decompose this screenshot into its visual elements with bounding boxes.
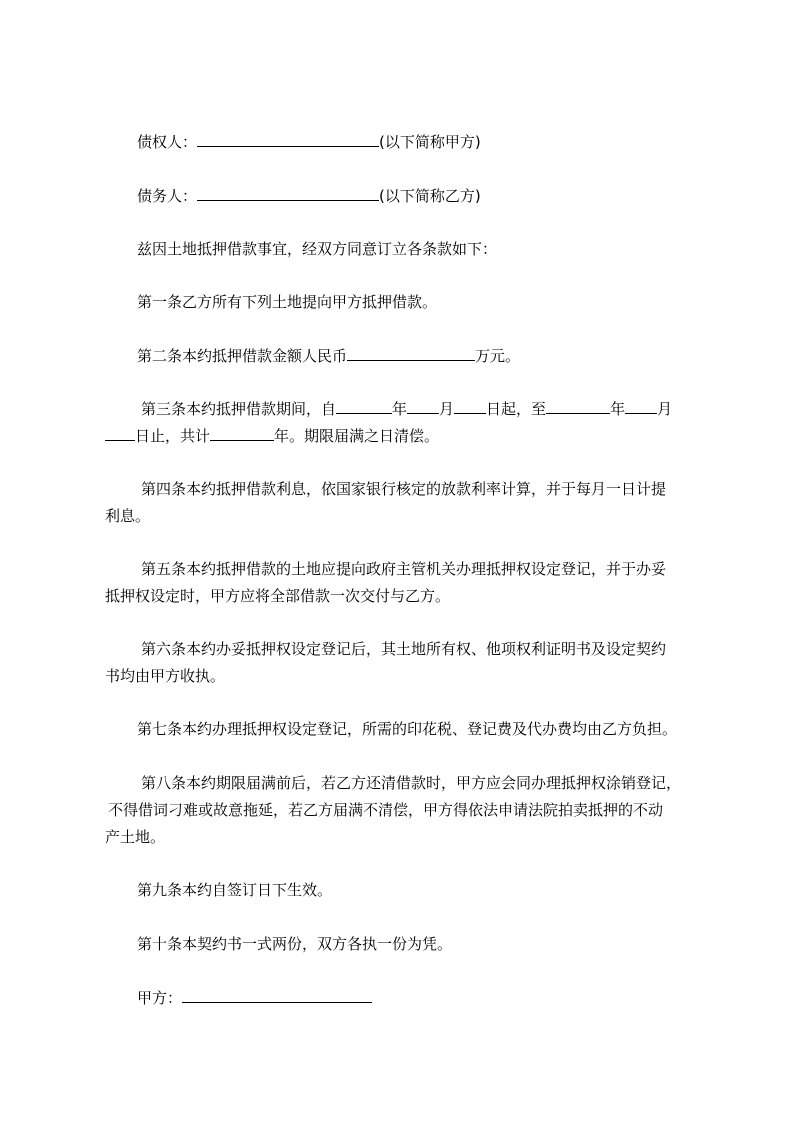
- end-day-blank: [105, 425, 135, 441]
- debtor-label: 债务人：: [137, 187, 198, 205]
- party-a-line: [137, 987, 372, 1008]
- start-year-unit: 年: [392, 400, 408, 418]
- article-3-text-a: 第三条本约抵押借款期间，自: [141, 400, 337, 418]
- article-2: [137, 345, 520, 366]
- article-7: 第七条本约办理抵押权设定登记，所需的印花税、登记费及代办费均由乙方负担。: [137, 720, 678, 738]
- party-a-signature-blank: [182, 987, 372, 1003]
- start-month-unit: 月: [439, 400, 455, 418]
- article-3-line-2: [105, 425, 439, 446]
- end-month-unit: 月: [657, 400, 673, 418]
- creditor-note: (以下简称甲方): [379, 133, 481, 151]
- article-10: 第十条本契约书一式两份，双方各执一份为凭。: [137, 935, 453, 953]
- article-6-line-2: 书均由甲方收执。: [105, 667, 226, 685]
- article-4-line-1: 第四条本约抵押借款利息，依国家银行核定的放款利率计算，并于每月一日计提: [141, 480, 667, 498]
- end-year-unit: 年: [610, 400, 626, 418]
- start-day-blank: [454, 398, 486, 414]
- creditor-label: 债权人：: [137, 133, 198, 151]
- amount-blank: [347, 345, 475, 361]
- debtor-line: [137, 185, 481, 206]
- article-2-suffix: 万元。: [475, 347, 521, 365]
- article-5-line-2: 抵押权设定时，甲方应将全部借款一次交付与乙方。: [105, 587, 451, 605]
- article-8-line-3: 产土地。: [105, 828, 166, 846]
- article-3-line-1: [141, 398, 672, 419]
- article-6-line-1: 第六条本约办妥抵押权设定登记后，其土地所有权、他项权利证明书及设定契约: [141, 640, 667, 658]
- total-years-blank: [210, 425, 274, 441]
- article-1: 第一条乙方所有下列土地提向甲方抵押借款。: [137, 293, 438, 311]
- start-year-blank: [336, 398, 392, 414]
- debtor-note: (以下简称乙方): [379, 187, 481, 205]
- article-8-line-1: 第八条本约期限届满前后，若乙方还清借款时，甲方应会同办理抵押权涂销登记，: [141, 774, 682, 792]
- article-2-prefix: 第二条本约抵押借款金额人民币: [137, 347, 348, 365]
- intro-paragraph: 兹因土地抵押借款事宜，经双方同意订立各条款如下：: [137, 240, 498, 258]
- debtor-blank: [197, 185, 379, 201]
- article-3-start: 日起，至: [486, 400, 547, 418]
- creditor-line: [137, 131, 481, 152]
- article-3-end-day: 日止，共计: [135, 427, 211, 445]
- end-month-blank: [625, 398, 657, 414]
- article-3-tail: 年。期限届满之日清偿。: [274, 427, 440, 445]
- article-8-line-2: 不得借词刁难或故意拖延，若乙方届满不清偿，甲方得依法申请法院拍卖抵押的不动: [108, 801, 664, 819]
- party-a-label: 甲方：: [137, 989, 183, 1007]
- end-year-blank: [546, 398, 610, 414]
- article-9: 第九条本约自签订日下生效。: [137, 881, 333, 899]
- article-5-line-1: 第五条本约抵押借款的土地应提向政府主管机关办理抵押权设定登记，并于办妥: [141, 560, 667, 578]
- start-month-blank: [407, 398, 439, 414]
- creditor-blank: [197, 131, 379, 147]
- article-4-line-2: 利息。: [105, 507, 151, 525]
